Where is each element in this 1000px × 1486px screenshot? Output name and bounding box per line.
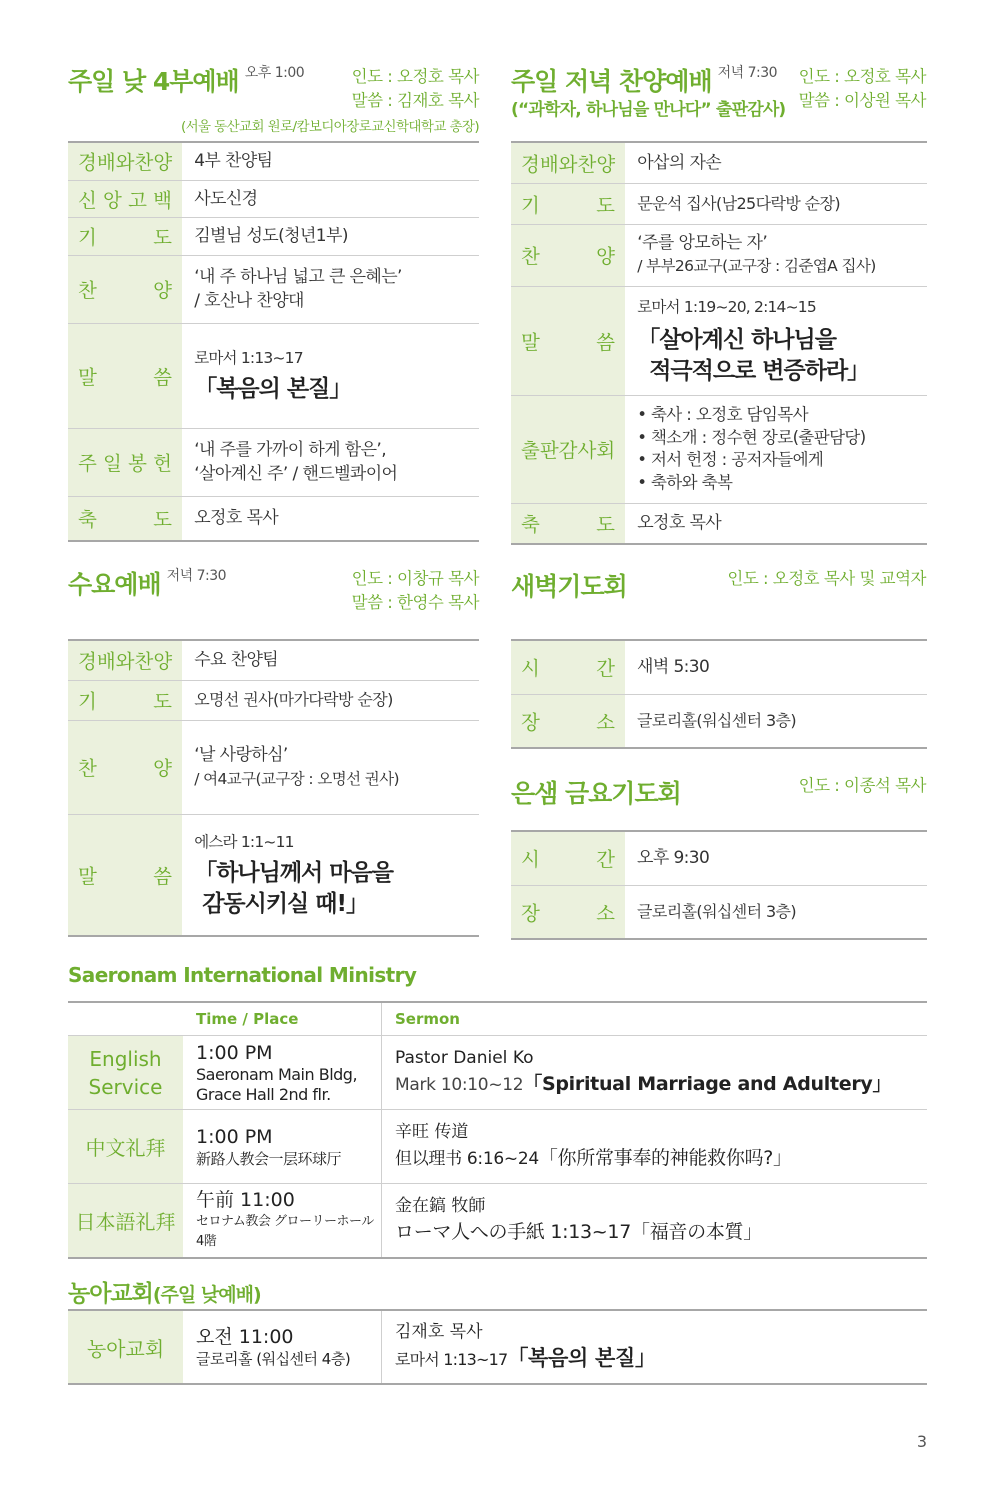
deaf-row <box>68 1310 927 1384</box>
row-label: 장 소 <box>511 694 625 748</box>
row-label: 말 씀 <box>511 286 625 395</box>
order-row-sermon <box>68 323 479 428</box>
row-label: 시 간 <box>511 640 625 694</box>
sermon-title-2: 감동시키실 때!」 <box>202 890 368 917</box>
row-value: ‘날 사랑하심’ / 여4교구(교구장 : 오명선 권사) <box>182 720 479 814</box>
row-sermon: Pastor Daniel Ko Mark 10:10~12「Spiritual Marriage and Adultery」 <box>382 1036 928 1110</box>
row-label: 시 간 <box>511 831 625 885</box>
wednesday-preacher: 말씀 : 한영수 목사 <box>351 593 479 612</box>
row-label: 기 도 <box>511 183 625 224</box>
row-value: ‘주를 앙모하는 자’ / 부부26교구(교구장 : 김준엽A 집사) <box>625 224 927 286</box>
order-row-blessing <box>68 496 479 541</box>
page-number: 3 <box>916 1432 927 1451</box>
wednesday-time: 저녁 7:30 <box>166 568 227 584</box>
row-value: 4부 찬양팀 <box>182 142 479 180</box>
pub-item: • 축하와 축복 <box>637 472 733 492</box>
international-table <box>68 1001 927 1259</box>
order-row-worship <box>511 142 927 183</box>
header-time-place: Time / Place <box>183 1002 382 1036</box>
friday-table <box>511 830 927 940</box>
sunday-evening-leaders <box>799 65 926 113</box>
dawn-table <box>511 639 927 749</box>
dawn-row-time <box>511 640 927 694</box>
row-time-place: 오전 11:00 글로리홀 (워십센터 4층) <box>183 1310 382 1384</box>
row-sermon: 辛旺 传道 但以理书 6:16~24「你所常事奉的神能救你吗?」 <box>382 1110 928 1184</box>
row-value: ‘내 주 하나님 넓고 큰 은혜는’ / 호산나 찬양대 <box>182 255 479 323</box>
row-sermon: 김재호 목사 로마서 1:13~17「복음의 본질」 <box>382 1310 928 1384</box>
sunday-evening-title: 주일 저녁 찬양예배 $^{저녁 7:30}$ <box>511 65 778 96</box>
row-label: 말 씀 <box>68 814 182 936</box>
sunday-4th-order-table <box>68 141 479 542</box>
row-label: 경배와찬양 <box>68 640 182 680</box>
row-label: 농아교회 <box>68 1310 183 1384</box>
row-value: 문운석 집사(남25다락방 순장) <box>625 183 927 224</box>
row-value: 사도신경 <box>182 180 479 217</box>
row-value: 수요 찬양팀 <box>182 640 479 680</box>
sunday-evening-subtitle: (“과학자, 하나님을 만나다” 출판감사) <box>511 100 786 120</box>
header-sermon: Sermon <box>382 1002 928 1036</box>
row-label: 장 소 <box>511 885 625 939</box>
order-row-praise <box>68 255 479 323</box>
row-value: 새벽 5:30 <box>625 640 927 694</box>
friday-row-time <box>511 831 927 885</box>
international-row-japanese <box>68 1184 927 1258</box>
row-value: 글로리홀(워십센터 3층) <box>637 901 797 921</box>
international-row-english <box>68 1036 927 1110</box>
order-row-sermon <box>68 814 479 936</box>
pub-item: • 축사 : 오정호 담임목사 <box>637 405 808 424</box>
sunday-4th-lead: 인도 : 오정호 목사 <box>351 67 479 86</box>
sunday-evening-order-table <box>511 141 927 545</box>
order-row-praise <box>511 224 927 286</box>
sunday-evening-preacher: 말씀 : 이상원 목사 <box>798 91 926 110</box>
row-value: 아삽의 자손 <box>625 142 927 183</box>
row-value: 오명선 권사(마가다락방 순장) <box>182 680 479 720</box>
order-row-sermon <box>511 286 927 395</box>
row-label: 찬 양 <box>511 224 625 286</box>
row-label: 경배와찬양 <box>511 142 625 183</box>
row-label: 축 도 <box>68 496 182 541</box>
sunday-evening-time: 저녁 7:30 <box>717 65 778 81</box>
sermon-title: 「살아계신 하나님을 <box>637 326 836 353</box>
order-row-prayer <box>511 183 927 224</box>
wednesday-leaders <box>352 567 479 615</box>
row-label: English Service <box>68 1036 183 1110</box>
international-header-row <box>68 1002 927 1036</box>
row-time-place: 1:00 PM 新路人教会一层环球厅 <box>183 1110 382 1184</box>
row-label: 찬 양 <box>68 255 182 323</box>
order-row-prayer <box>68 680 479 720</box>
sermon-title: 「하나님께서 마음을 <box>194 859 393 886</box>
row-label: 주 일 봉 헌 <box>68 428 182 496</box>
friday-title: 은샘 금요기도회 <box>511 779 681 808</box>
row-label: 찬 양 <box>68 720 182 814</box>
sermon-title-2: 적극적으로 변증하라」 <box>649 357 870 384</box>
row-time-place: 午前 11:00 セロナム教会 グローリーホール 4階 <box>183 1184 382 1258</box>
sunday-4th-preacher: 말씀 : 김재호 목사 <box>351 91 479 110</box>
row-label: 신 앙 고 백 <box>68 180 182 217</box>
order-row-worship <box>68 142 479 180</box>
row-value: 로마서 1:19~20, 2:14~15 「살아계신 하나님을 적극적으로 변증하라」 <box>625 286 927 395</box>
deaf-title: 농아교회(주일 낮예배) <box>68 1281 261 1307</box>
order-row-creed <box>68 180 479 217</box>
sunday-4th-time: 오후 1:00 <box>244 65 305 81</box>
row-label: 경배와찬양 <box>68 142 182 180</box>
row-value <box>625 395 927 503</box>
sunday-4th-leaders <box>352 65 479 113</box>
order-row-worship <box>68 640 479 680</box>
order-row-praise <box>68 720 479 814</box>
friday-row-place <box>511 885 927 939</box>
dawn-title: 새벽기도회 <box>511 572 627 601</box>
row-label: 기 도 <box>68 680 182 720</box>
international-title: Saeronam International Ministry <box>68 963 417 987</box>
wednesday-title: 수요예배 $^{저녁 7:30}$ <box>68 568 227 599</box>
row-value: 로마서 1:13~17 「복음의 본질」 <box>182 323 479 428</box>
row-label: 日本語礼拜 <box>68 1184 183 1258</box>
pub-item: • 저서 헌정 : 공저자들에게 <box>637 450 824 469</box>
row-value: 에스라 1:1~11 「하나님께서 마음을 감동시키실 때!」 <box>182 814 479 936</box>
order-row-blessing <box>511 503 927 544</box>
wednesday-lead: 인도 : 이창규 목사 <box>351 569 479 588</box>
wednesday-order-table <box>68 639 479 937</box>
row-label: 출판감사회 <box>511 395 625 503</box>
row-value: 오후 9:30 <box>625 831 927 885</box>
row-label: 축 도 <box>511 503 625 544</box>
order-row-publication <box>511 395 927 503</box>
dawn-row-place <box>511 694 927 748</box>
deaf-table <box>68 1309 927 1385</box>
international-row-chinese <box>68 1110 927 1184</box>
row-value: ‘내 주를 가까이 하게 함은’, ‘살아계신 주’ / 핸드벨콰이어 <box>182 428 479 496</box>
sunday-4th-title: 주일 낮 4부예배 $^{오후 1:00}$ <box>68 65 305 96</box>
order-row-prayer <box>68 217 479 255</box>
sunday-evening-lead: 인도 : 오정호 목사 <box>798 67 926 86</box>
row-label: 말 씀 <box>68 323 182 428</box>
row-value: 오정호 목사 <box>637 513 722 534</box>
row-label: 中文礼拜 <box>68 1110 183 1184</box>
sermon-title: 「복음의 본질」 <box>194 376 352 402</box>
pub-item: • 책소개 : 정수현 장로(출판담당) <box>637 427 866 447</box>
row-time-place: 1:00 PM Saeronam Main Bldg, Grace Hall 2nd flr. <box>183 1036 382 1110</box>
sunday-4th-note: (서울 동산교회 원로/캄보디아장로교신학대학교 총장) <box>180 119 479 135</box>
order-row-offering <box>68 428 479 496</box>
row-label: 기 도 <box>68 217 182 255</box>
dawn-lead: 인도 : 오정호 목사 및 교역자 <box>727 569 926 588</box>
row-value: 김별님 성도(청년1부) <box>182 217 479 255</box>
friday-lead: 인도 : 이종석 목사 <box>798 776 926 795</box>
header-empty <box>68 1002 183 1036</box>
row-value: 오정호 목사 <box>194 508 279 529</box>
row-value: 글로리홀(워십센터 3층) <box>637 710 797 730</box>
row-sermon: 金在鎬 牧師 ローマ人への手紙 1:13~17「福音の本質」 <box>382 1184 928 1258</box>
